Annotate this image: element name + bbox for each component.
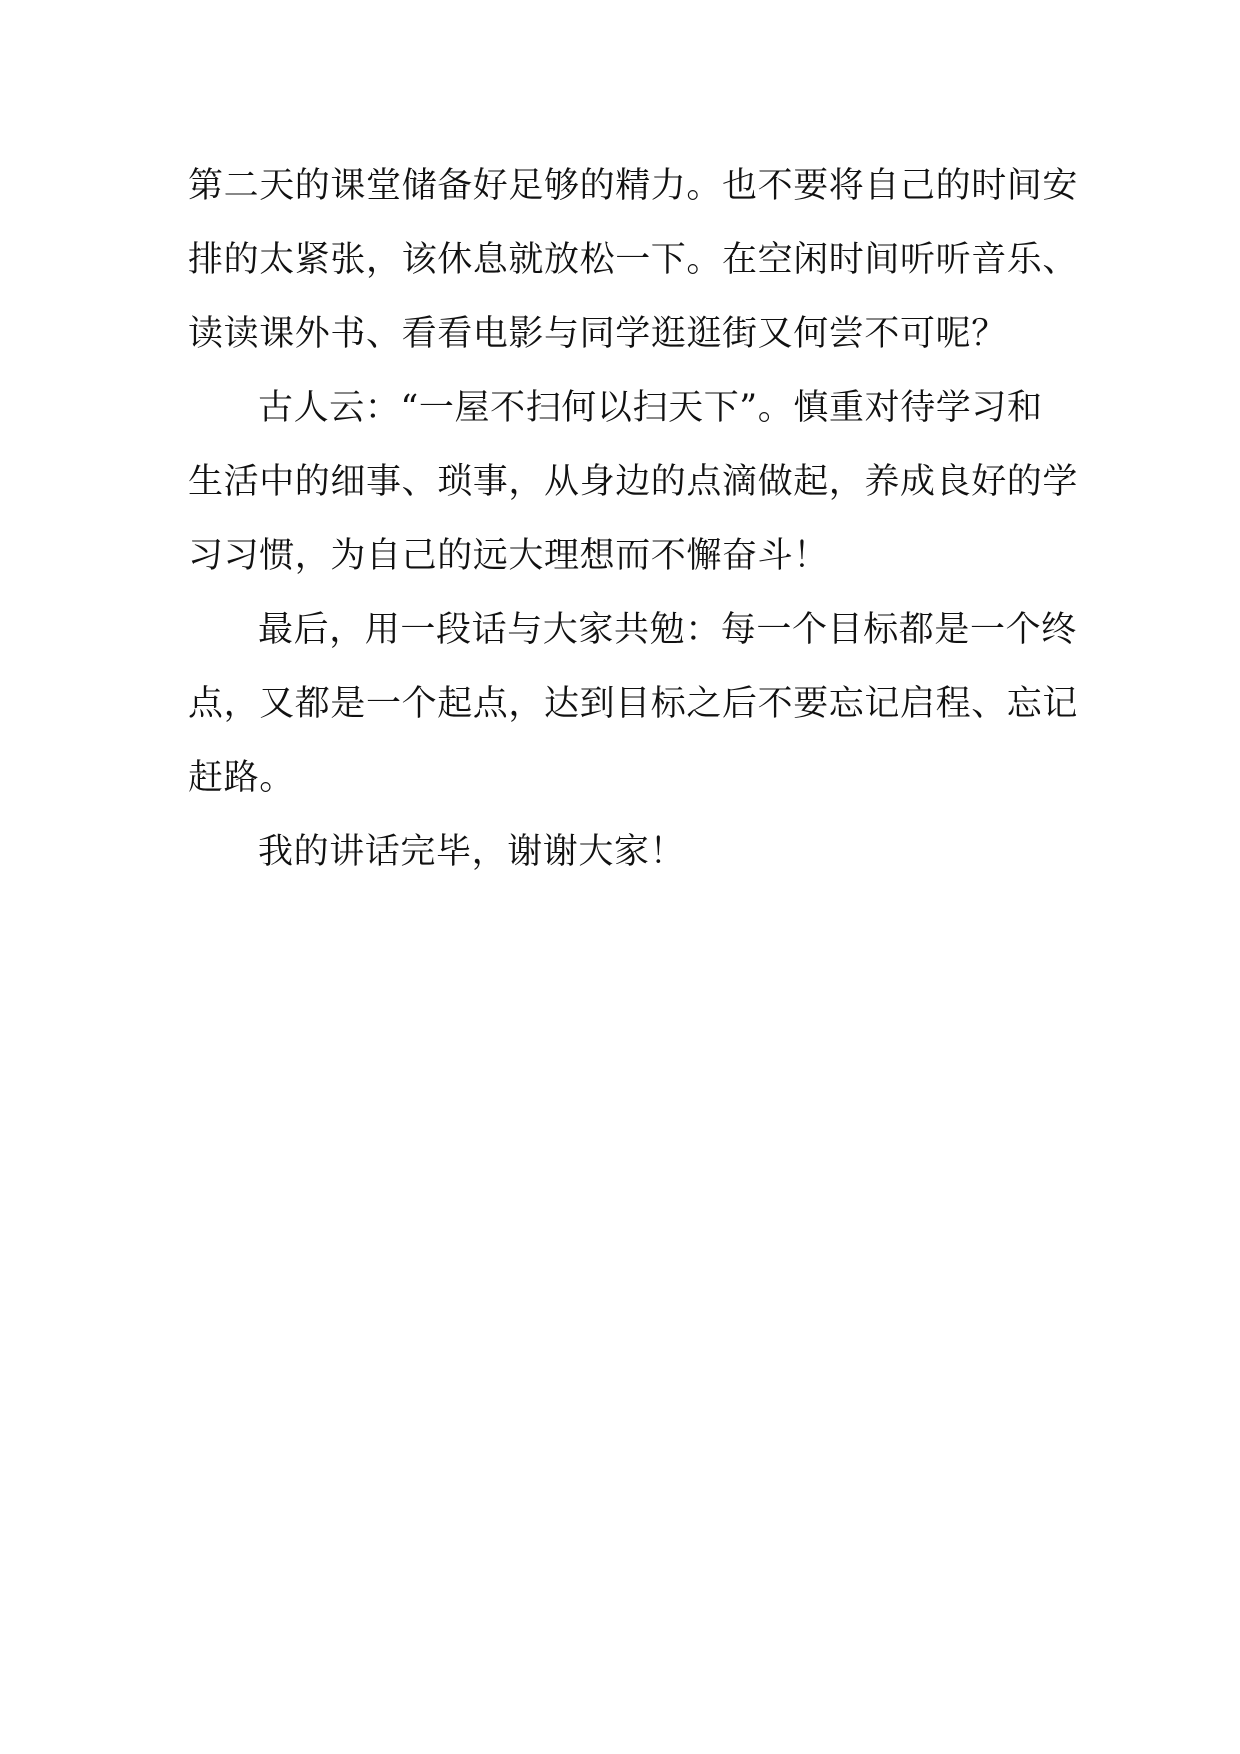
paragraph-line: 点，又都是一个起点，达到目标之后不要忘记启程、忘记: [188, 684, 1079, 724]
document-body: [188, 166, 1079, 908]
paragraph-line: 古人云：“一屋不扫何以扫天下”。慎重对待学习和: [258, 388, 1043, 428]
paragraph-line: 习习惯，为自己的远大理想而不懈奋斗！: [188, 536, 829, 576]
paragraph-line: 生活中的细事、琐事，从身边的点滴做起，养成良好的学: [188, 462, 1079, 502]
paragraph-line: 赶路。: [188, 758, 295, 798]
paragraph-line: 我的讲话完毕，谢谢大家！: [258, 832, 686, 872]
paragraph-line: 读读课外书、看看电影与同学逛逛街又何尝不可呢？: [188, 314, 1007, 354]
paragraph-line: 排的太紧张，该休息就放松一下。在空闲时间听听音乐、: [188, 240, 1079, 280]
paragraph-line: 最后，用一段话与大家共勉：每一个目标都是一个终: [258, 610, 1077, 650]
paragraph-line: 第二天的课堂储备好足够的精力。也不要将自己的时间安: [188, 166, 1079, 206]
